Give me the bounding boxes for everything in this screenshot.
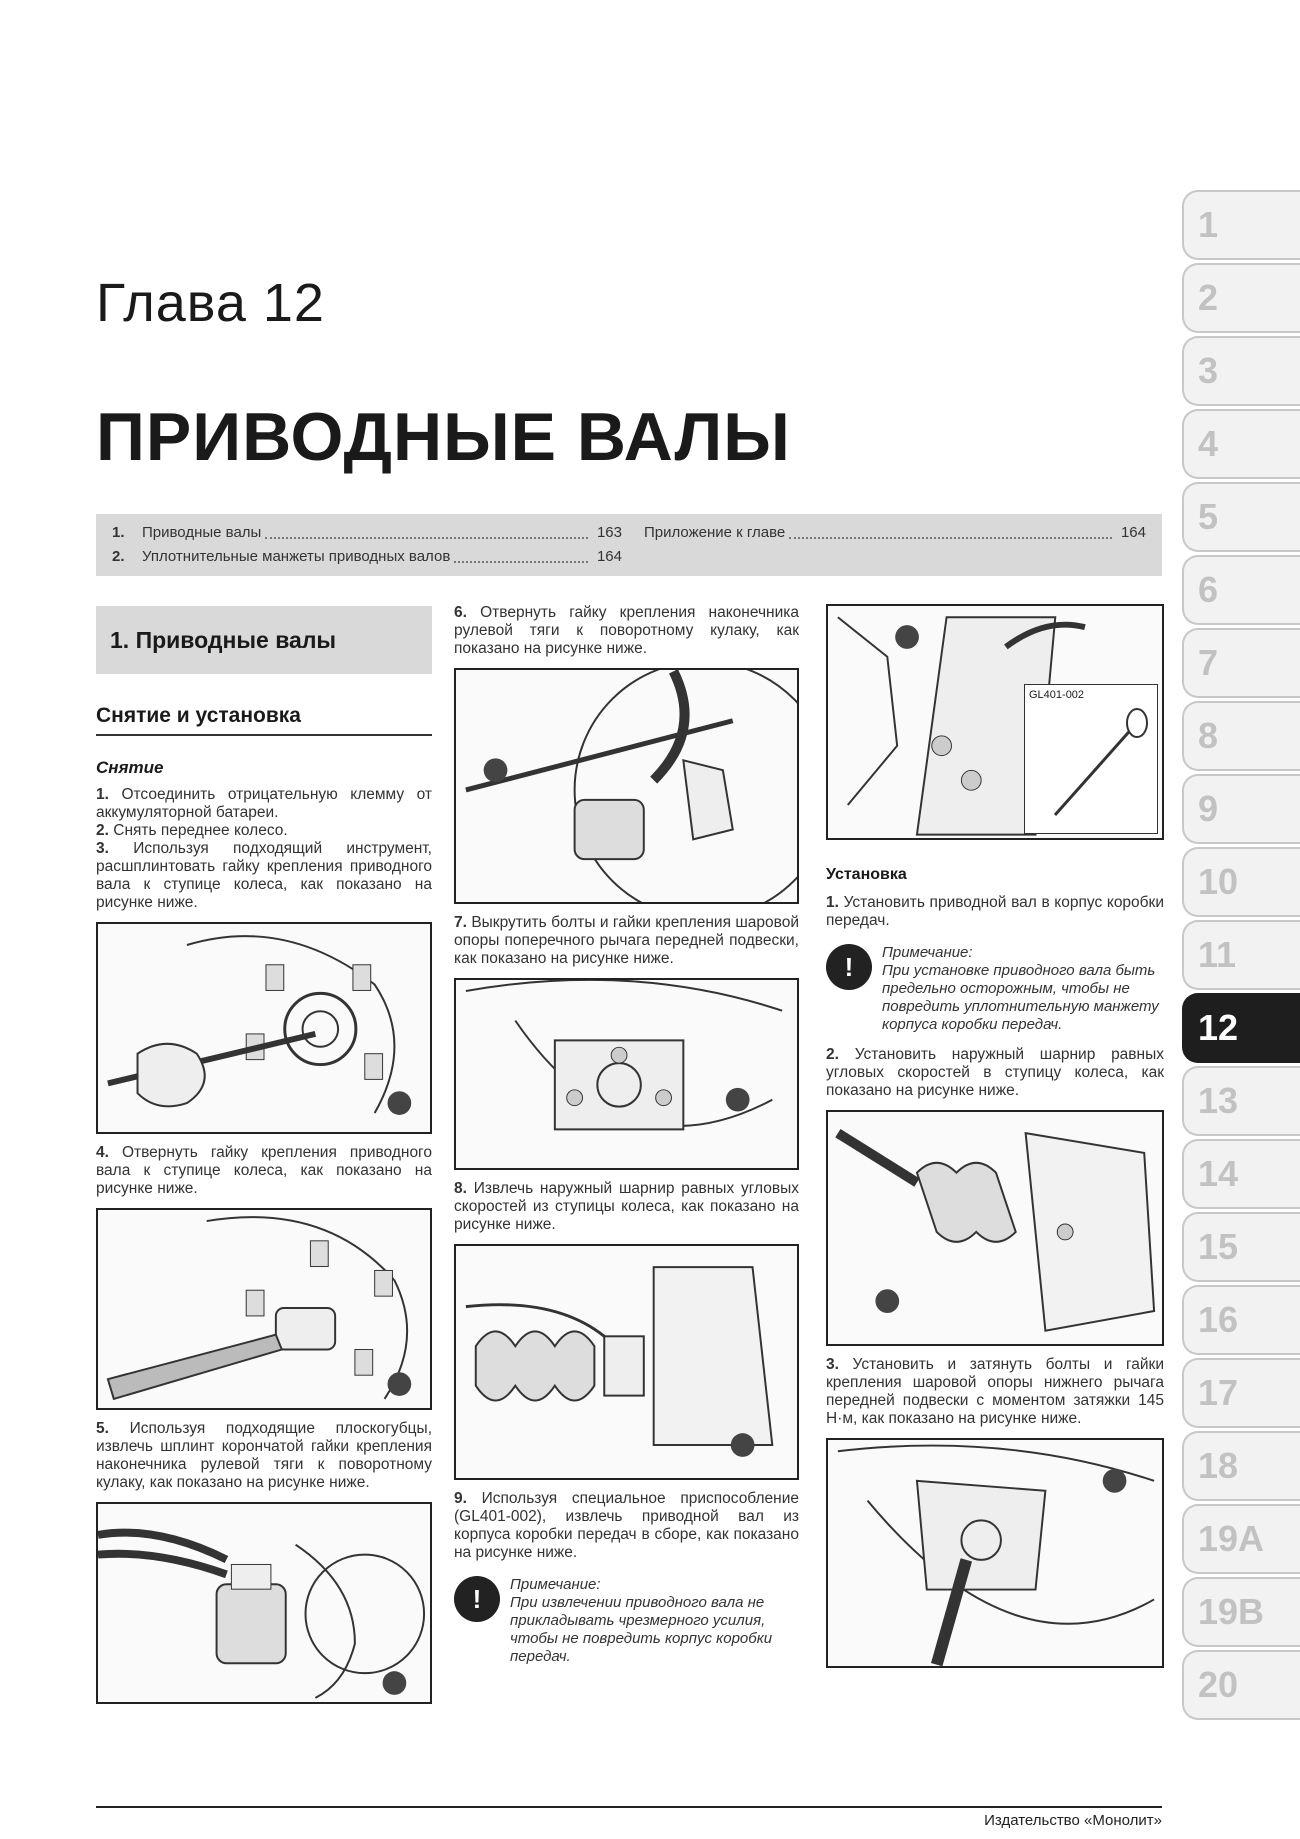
chapter-tab[interactable]: 6 bbox=[1182, 555, 1300, 625]
chapter-tab-active[interactable]: 12 bbox=[1182, 993, 1300, 1063]
step-item: 8. Извлечь наружный шарнир равных угловых скоростей из ступицы колеса, как показано на рисунке ниже. bbox=[454, 1180, 799, 1233]
chapter-tab[interactable]: 1 bbox=[1182, 190, 1300, 260]
figure-remove-nut bbox=[96, 1208, 432, 1410]
chapter-tab[interactable]: 7 bbox=[1182, 628, 1300, 698]
toc-item[interactable]: 1. Приводные валы 163 bbox=[112, 524, 622, 541]
figure-ball-joint-install bbox=[826, 1438, 1164, 1668]
chapter-tab[interactable]: 5 bbox=[1182, 482, 1300, 552]
step-item: 4. Отвернуть гайку крепления приводного вала к ступице колеса, как показано на рисунке ниже. bbox=[96, 1144, 432, 1197]
chapter-tab[interactable]: 9 bbox=[1182, 774, 1300, 844]
publisher-label: Издательство «Монолит» bbox=[984, 1812, 1162, 1829]
chapter-label: Глава 12 bbox=[96, 273, 325, 333]
chapter-tab[interactable]: 19A bbox=[1182, 1504, 1300, 1574]
removal-label: Снятие bbox=[96, 758, 164, 777]
column-1 bbox=[96, 606, 432, 1714]
step-item: 1. Отсоединить отрицательную клемму от аккумуляторной батареи. bbox=[96, 786, 432, 821]
chapter-tab[interactable]: 19B bbox=[1182, 1577, 1300, 1647]
section-header: 1. Приводные валы bbox=[96, 606, 432, 674]
note-box: ! Примечание: При извлечении приводного вала не прикладывать чрезмерного усилия, чтобы не повредить корпус коробки передач. bbox=[454, 1576, 799, 1666]
figure-tie-rod-nut bbox=[454, 668, 799, 904]
chapter-tab[interactable]: 8 bbox=[1182, 701, 1300, 771]
chapter-tab[interactable]: 15 bbox=[1182, 1212, 1300, 1282]
column-2 bbox=[454, 604, 799, 1666]
chapter-tab[interactable]: 2 bbox=[1182, 263, 1300, 333]
step-item: 3. Используя подходящий инструмент, расшплинтовать гайку крепления приводного вала к ступице колеса, как показано на рисунке ниже. bbox=[96, 840, 432, 911]
chapter-tab[interactable]: 16 bbox=[1182, 1285, 1300, 1355]
install-label: Установка bbox=[826, 866, 907, 883]
chapter-tab[interactable]: 11 bbox=[1182, 920, 1300, 990]
chapter-tab[interactable]: 3 bbox=[1182, 336, 1300, 406]
page-title: ПРИВОДНЫЕ ВАЛЫ bbox=[96, 399, 791, 475]
lightbulb-icon: ! bbox=[826, 944, 872, 990]
chapter-tab[interactable]: 4 bbox=[1182, 409, 1300, 479]
lightbulb-icon: ! bbox=[454, 1576, 500, 1622]
chapter-tab[interactable]: 10 bbox=[1182, 847, 1300, 917]
chapter-tab[interactable]: 20 bbox=[1182, 1650, 1300, 1720]
subsection-header: Снятие и установка bbox=[96, 704, 432, 736]
step-item: 7. Выкрутить болты и гайки крепления шаровой опоры поперечного рычага передней подвески, как показано на рисунке ниже. bbox=[454, 914, 799, 967]
tool-inset: GL401-002 bbox=[1024, 684, 1158, 834]
figure-hub-nut bbox=[96, 922, 432, 1134]
step-item: 2. Установить наружный шарнир равных угловых скоростей в ступицу колеса, как показано на рисунке ниже. bbox=[826, 1046, 1164, 1099]
footer-divider bbox=[96, 1806, 1162, 1808]
chapter-tab[interactable]: 13 bbox=[1182, 1066, 1300, 1136]
step-item: 5. Используя подходящие плоскогубцы, извлечь шплинт корончатой гайки крепления наконечника рулевой тяги к поворотному кулаку, как показано на рисунке ниже. bbox=[96, 1420, 432, 1491]
toc-item[interactable]: Приложение к главе 164 bbox=[644, 524, 1146, 541]
figure-special-tool bbox=[826, 604, 1164, 840]
step-item: 3. Установить и затянуть болты и гайки крепления шаровой опоры нижнего рычага передней подвески с моментом затяжки 145 Н·м, как показано на рисунке ниже. bbox=[826, 1356, 1164, 1427]
table-of-contents bbox=[96, 514, 1162, 576]
figure-ball-joint bbox=[454, 978, 799, 1170]
chapter-tabs bbox=[1182, 190, 1300, 1723]
step-item: 2. Снять переднее колесо. bbox=[96, 822, 288, 839]
chapter-tab[interactable]: 14 bbox=[1182, 1139, 1300, 1209]
step-item: 9. Используя специальное приспособление (GL401-002), извлечь приводной вал из корпуса коробки передач в сборе, как показано на рисунке ниже. bbox=[454, 1490, 799, 1561]
column-3 bbox=[826, 604, 1164, 1678]
note-box: ! Примечание: При установке приводного вала быть предельно осторожным, чтобы не повредить уплотнительную манжету корпуса коробки передач. bbox=[826, 944, 1164, 1034]
figure-install-cv-joint bbox=[826, 1110, 1164, 1346]
figure-cv-joint bbox=[454, 1244, 799, 1480]
chapter-tab[interactable]: 18 bbox=[1182, 1431, 1300, 1501]
chapter-tab[interactable]: 17 bbox=[1182, 1358, 1300, 1428]
toc-item[interactable]: 2. Уплотнительные манжеты приводных валов 164 bbox=[112, 548, 622, 565]
step-item: 6. Отвернуть гайку крепления наконечника рулевой тяги к поворотному кулаку, как показано на рисунке ниже. bbox=[454, 604, 799, 657]
step-item: 1. Установить приводной вал в корпус коробки передач. bbox=[826, 894, 1164, 929]
figure-cotter-pin bbox=[96, 1502, 432, 1704]
